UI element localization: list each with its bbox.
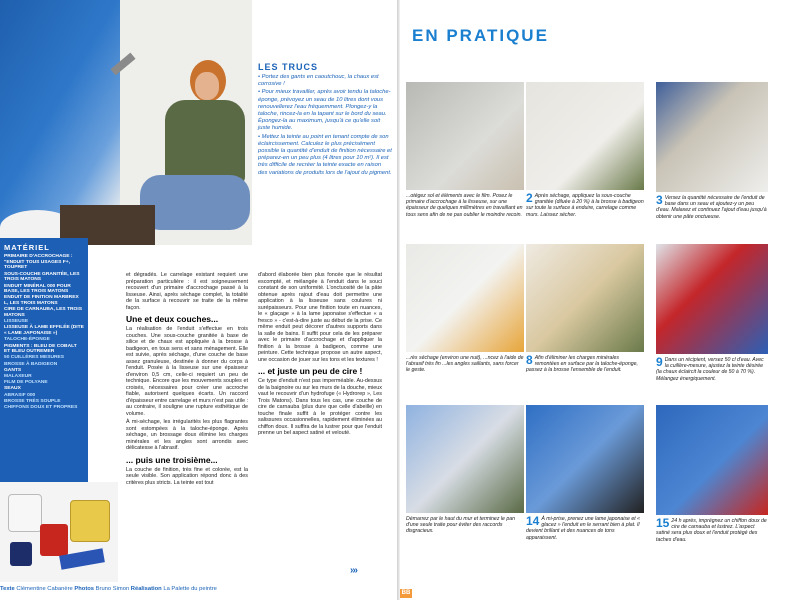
step-caption: [656, 518, 768, 543]
step-caption: [406, 516, 524, 535]
hero-photo: [0, 0, 252, 245]
materiel-item: SOUS-COUCHE GRANITÉE, LES TROIS MATONS: [4, 271, 80, 283]
step-text: Afin d'éliminer les charges minérales remontées en surface par la taloche-éponge, passez à la brosse l'ensemble de l'enduit.: [526, 355, 638, 374]
step-photo: [406, 82, 524, 190]
step-5: [526, 244, 644, 404]
materiel-title: MATÉRIEL: [4, 243, 50, 252]
step-text: 24 h après, imprégnez un chiffon doux de cire de carnauba et lustrez. L'aspect satiné sera plus doux et l'enduit protégé des taches d'eau.: [656, 518, 767, 543]
brush: [10, 542, 32, 566]
step-caption: [526, 355, 644, 374]
paragraph: Ce type d'enduit n'est pas imperméable. Au-dessus de la baignoire ou sur les murs de la douche, mieux vaut le recouvrir d'un hydrofuge (« Hydrorep », Les Trois Matons). Dans tous les cas, une couche de cire de carnauba (plus dure que celle d'abeille) en touche finale suffit à le protéger contre les salissures occasionnelles, rapidement éliminées au chiffon doux. Il suffira de la lustrer pour que l'enduit prenne un bel aspect satiné et velouté.: [258, 378, 382, 436]
step-number: 14: [526, 514, 540, 528]
page-title: EN PRATIQUE: [412, 26, 549, 45]
step-text: Versez la quantité nécessaire de l'enduit de base dans un seau et ajoutez-y un peu d'eau. Malaxez et continuez l'ajout d'eau jusqu'à obtenir une pâte onctueuse.: [656, 195, 767, 220]
materiel-item: BROSSE À BADIGEON: [4, 361, 58, 367]
left-page: [0, 0, 397, 600]
subheading: Une et deux couches...: [126, 314, 219, 324]
finish-jar: [70, 500, 110, 542]
step-3: [656, 82, 768, 242]
step-caption: [526, 193, 644, 218]
credit-label: Texte: [0, 586, 15, 592]
materiel-item: LISSEUSE À LAME EFFILÉE (DITE « LAME JAPONAISE »): [4, 325, 84, 337]
credit-name: Bruno Simon: [95, 586, 130, 592]
step-1: [406, 82, 524, 242]
step-text: Démarrez par le haut du mur et terminez le pan d'une seule traite pour éviter des raccords disgracieux.: [406, 516, 515, 535]
page-number: BB: [401, 590, 411, 596]
materiel-item: ENDUIT MINÉRAL 000 POUR BASE, LES TROIS MATONS: [4, 283, 71, 295]
woman-body: [165, 100, 245, 185]
step-caption: [406, 355, 524, 374]
materiel-item: CIRE DE CARNAUBA, LES TROIS MATONS: [4, 307, 82, 319]
step-photo: [526, 405, 644, 513]
step-6: [656, 244, 768, 404]
trucs-item: • Pour mieux travailler, après avoir tendu la taloche-éponge, prévoyez un seau de 10 litres dont vous renouvellerez l'eau fréquemment. Plongez-y la taloche, rincez-la en la tapant sur le bord du seau. Épongez-la au maximum, jusqu'à ce qu'elle soit juste humide.: [258, 89, 391, 132]
trucs-item: • Mettez la teinte au point en tenant compte de son éclaircissement. Calculez le plus précisément possible la quantité d'enduit de finition nécessaire et préparez-en un peu plus (4 litres pour 10 m²). Il est très difficile de recréer la teinte exacte en raison des variations de produits lors de l'ajout du pigment.: [258, 133, 392, 176]
step-photo: [526, 244, 644, 352]
step-9: [656, 405, 768, 565]
step-text: À mi-prise, prenez une lame japonaise et « glacez » l'enduit en le serrant bien à plat. Il devient brillant et des nuances de tons apparaissent.: [526, 516, 640, 541]
products-photo: [0, 482, 118, 582]
materiel-item: FILM DE POLYANE: [4, 380, 48, 386]
text-column-2: [258, 272, 382, 439]
step-photo: [406, 244, 524, 352]
step-caption: [526, 516, 644, 541]
paragraph: d'abord élaborée bien plus foncée que le résultat escompté, et mélangée à l'enduit dans le souci constant de son uniformité. L'onctuosité de la pâte obtenue après rajout d'eau doit permettre une application à la lisseuse sans coulures ni surépaisseurs. Pour une finition toute en nuances, le « glaçage » à la lame japonaise s'effectue « a fresco » - c'est-à-dire juste au début de la prise. Ce même enduit peut décorer d'autres supports dans la salle de bains. Il suffit pour cela de les préparer avec le primaire d'accrochage et d'appliquer la finition à la brosse à badigeon, comme une peinture. Cette technique propose un autre aspect, une occasion de jouer sur les tons et les textures !: [258, 272, 382, 363]
step-number: 2: [526, 191, 533, 205]
materiel-item: ABRASIF 000: [4, 392, 36, 398]
materiel-list: [4, 254, 84, 411]
red-bucket: [40, 524, 68, 556]
trucs-title: LES TRUCS: [258, 62, 319, 72]
step-number: 9: [656, 355, 663, 369]
step-photo: [406, 405, 524, 513]
trucs-box: [258, 62, 392, 178]
trucs-item: • Portez des gants en caoutchouc, la chaux est corrosive !: [258, 74, 379, 88]
paragraph: La réalisation de l'enduit s'effectue en trois couches. Une sous-couche granitée à base de silice et de chaux est appliquée à la brosse à badigeon, en tous sens et sans ménagement. Elle est suivie, après séchage, d'une couche de base assez granuleuse, destinée à donner du corps à l'enduit. Posée à la lisseuse sur une épaisseur d'environ 0,5 cm, celle-ci requiert un peu de technique. Encore que les mouvements souples et croisés, nécessaires pour créer une accroche fiable, autorisent quelques écarts. Un raccord d'épaisseur entre carrelage et murs n'est pas utile : au contraire, il souligne une rupture esthétique de volume.: [126, 326, 248, 417]
materiel-item: GANTS: [4, 367, 22, 373]
step-photo: [526, 82, 644, 190]
step-text: ...rès séchage (environ une nuit), ...ncez à l'aide de l'abrasif très fin ...les angles saillants, sans forcer le geste.: [406, 355, 524, 374]
materiel-item: MALAXEUR: [4, 374, 32, 380]
materiel-item: PRIMAIRE D'ACCROCHAGE : "ENDUIT TOUS USAGES F+, TOUPRET: [4, 254, 73, 271]
text-column-1: [126, 272, 248, 488]
step-7: [406, 405, 524, 565]
paragraph: et dégradés. Le carrelage existant requiert une préparation particulière : il est soigneusement recouvert d'un primaire d'accrochage passé à la lisseuse. Ainsi, après séchage complet, la totalité de la surface à recouvrir se traite de la même façon.: [126, 272, 248, 311]
continue-arrows: ›››: [350, 565, 357, 576]
enduit-jar: [8, 494, 42, 532]
step-text: Dans un récipient, versez 50 cl d'eau. Avec la cuillère-mesure, ajustez la teinte désirée (la chaux éclaircit la couleur de 50 à 70 %). Mélangez énergiquement.: [656, 357, 764, 382]
materiel-item: 50 CUILLÈRES MESURES: [4, 355, 65, 361]
step-text: Après séchage, appliquez la sous-couche granitée (diluée à 20 %) à la brosse à badigeon sur toute la surface à enduire, carrelage comme murs. Laissez sécher.: [526, 193, 644, 218]
woman-legs: [140, 175, 250, 230]
credit-name: La Palette du peintre: [163, 586, 217, 592]
step-caption: [656, 357, 768, 382]
right-page: [400, 0, 800, 600]
step-photo: [656, 405, 768, 515]
materiel-item: TALOCHE-ÉPONGE: [4, 337, 50, 343]
materiel-item: BROSSE TRÈS SOUPLE: [4, 398, 61, 404]
credits-line: [0, 586, 397, 592]
subheading: ... et juste un peu de cire !: [258, 366, 363, 376]
step-text: ...otégez sol et éléments avec le film. Posez le primaire d'accrochage à la lisseuse, sur une épaisseur de quelques millimètres en travaillant en tous sens afin de ne pas oublier le moindre recoin.: [406, 193, 523, 218]
credit-name: Clémentine Cabanère: [16, 586, 73, 592]
step-caption: [656, 195, 768, 220]
woman-face: [195, 72, 219, 100]
credit-label: Réalisation: [130, 586, 162, 592]
step-photo: [656, 244, 768, 354]
step-number: 3: [656, 193, 663, 207]
credit-label: Photos: [74, 586, 95, 592]
step-caption: [406, 193, 524, 218]
materiel-item: SEAUX: [4, 386, 21, 392]
materiel-item: PIGMENTS : BLEU DE COBALT ET BLEU OUTREMER: [4, 343, 77, 355]
step-number: 8: [526, 353, 533, 367]
subheading: ... puis une troisième...: [126, 454, 218, 465]
step-2: [526, 82, 644, 242]
materiel-item: LISSEUSE: [4, 319, 29, 325]
step-number: 15: [656, 516, 670, 530]
paragraph: À mi-séchage, les irrégularités les plus flagrantes sont estompées à la taloche-éponge. Après séchage, un brossage doux élimine les charges minérales et les angles sont arrondis avec délicatesse à l'abrasif.: [126, 419, 248, 451]
step-4: [406, 244, 524, 404]
materiel-item: ENDUIT DE FINITION MARBREX L, LES TROIS MATONS: [4, 295, 79, 307]
step-photo: [656, 82, 768, 192]
materiel-item: CHIFFONS DOUX ET PROPRES: [4, 405, 78, 411]
step-8: [526, 405, 644, 565]
materiel-sidebar: [0, 238, 88, 482]
paragraph: La couche de finition, très fine et colorée, est la seule visible. Son application répond donc à des critères plus stricts. La teinte est tout: [126, 466, 248, 486]
